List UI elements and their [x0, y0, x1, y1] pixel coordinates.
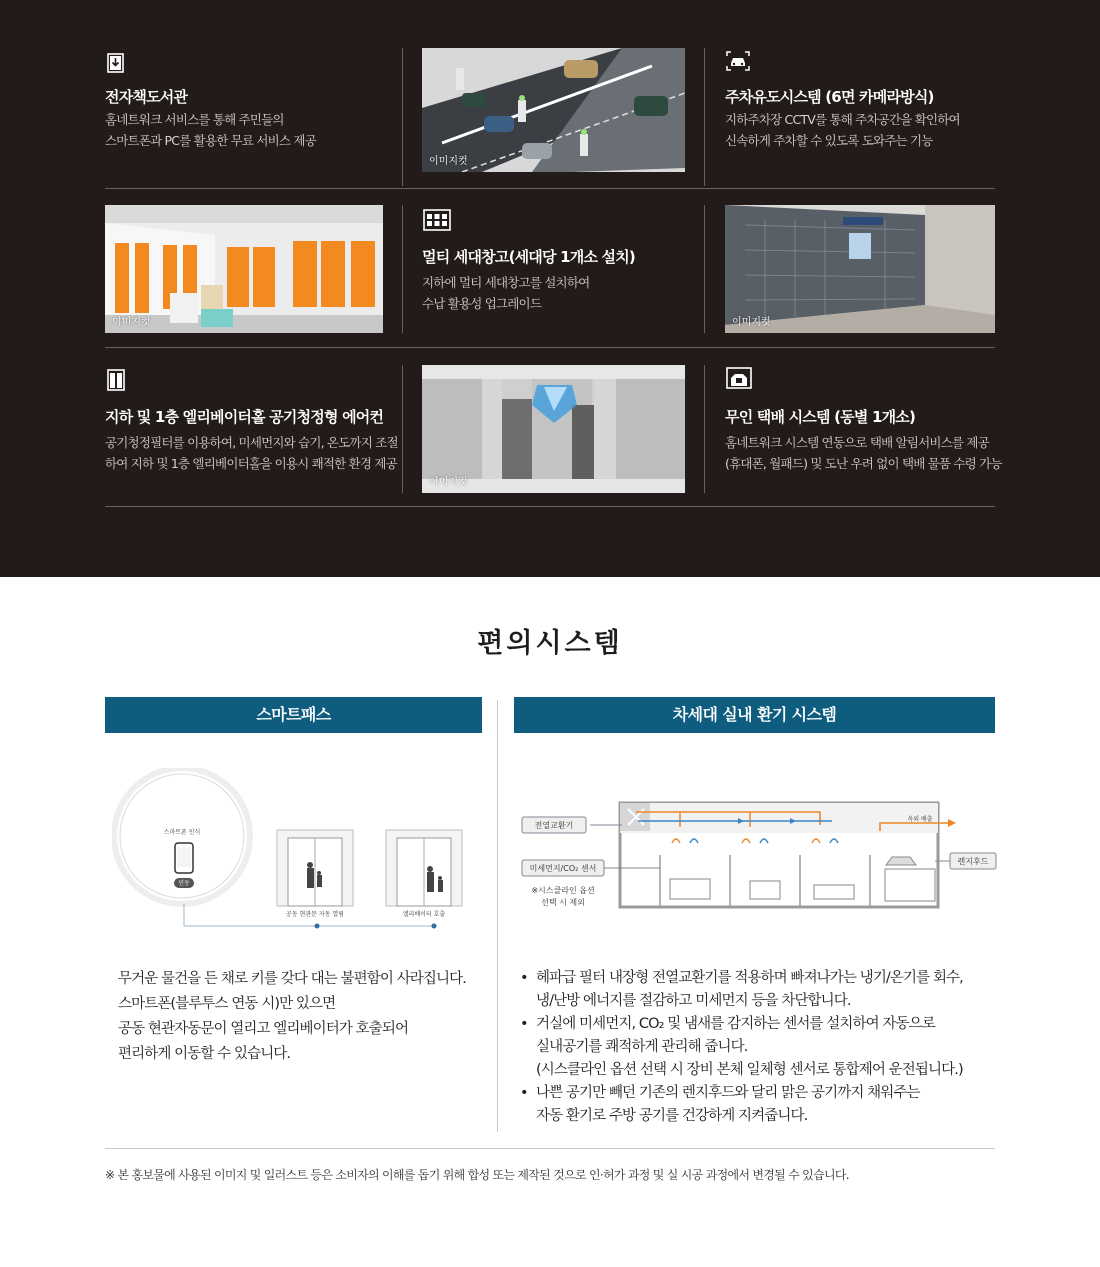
column-divider — [704, 48, 705, 186]
photo-caption: 이미지컷 — [429, 156, 468, 167]
elevator-hall-photo — [422, 365, 685, 493]
ventilation-bullets — [520, 967, 963, 1128]
row-divider — [105, 506, 995, 507]
delivery-box-icon — [725, 366, 753, 388]
note-label-2: 선택 시 제외 — [541, 898, 585, 907]
column-divider — [704, 365, 705, 493]
note-label: ※시스클라인 옵션 — [531, 886, 595, 895]
photo-caption: 이미지컷 — [112, 317, 151, 328]
link-label: 연동 — [178, 880, 190, 887]
feature-desc-parking: 지하주차장 CCTV를 통해 주차공간을 확인하여 신속하게 주차할 수 있도록 도와주는 기능 — [725, 112, 960, 148]
parking-photo — [422, 48, 685, 172]
feature-title-parking: 주차유도시스템 (6면 카메라방식) — [725, 88, 934, 106]
bullet-item: • 헤파급 필터 내장형 전열교환기를 적용하며 빠져나가는 냉기/온기를 회수, 냉/난방 에너지를 절감하고 미세먼지 등을 차단합니다. — [520, 970, 963, 1009]
storage-photo — [105, 205, 383, 333]
row-divider — [105, 347, 995, 348]
smartpass-header: 스마트패스 — [105, 697, 482, 733]
disclaimer: ※ 본 홍보물에 사용된 이미지 및 일러스트 등은 소비자의 이해를 돕기 위해 합성 또는 제작된 것으로 인·허가 과정 및 실 시공 과정에서 변경될 수 있습니다. — [105, 1168, 849, 1182]
feature-title-ebook: 전자책도서관 — [105, 88, 188, 106]
column-divider — [402, 205, 403, 333]
row-divider — [105, 188, 995, 189]
section-title: 편의시스템 — [477, 628, 623, 659]
bullet-item: • 거실에 미세먼지, CO₂ 및 냄새를 감지하는 센서를 설치하여 자동으로 실내공기를 쾌적하게 관리해 줍니다. (시스클라인 옵션 선택 시 장비 본체 일체형 센서로 통합제어 운전됩니다.) — [520, 1016, 963, 1078]
photo-caption: 이미지컷 — [732, 317, 771, 328]
feature-desc-delivery: 홈네트워크 시스템 연동으로 택배 알림서비스를 제공 (휴대폰, 월패드) 및 도난 우려 없이 택배 물품 수령 가능 — [725, 435, 1002, 471]
elevator-call-label: 엘리베이터 호출 — [402, 911, 446, 918]
parking-camera-icon — [725, 50, 747, 72]
exhaust-label: 옥외 배출 — [907, 816, 933, 823]
delivery-locker-photo — [725, 205, 995, 333]
feature-title-delivery: 무인 택배 시스템 (동별 1개소) — [725, 408, 916, 426]
column-divider — [402, 48, 403, 186]
feature-desc-aircon: 공기청정필터를 이용하여, 미세먼지와 습기, 온도까지 조절 하여 지하 및 1층 엘리베이터홀을 이용시 쾌적한 환경 제공 — [105, 435, 398, 471]
storage-icon — [422, 208, 452, 230]
footer-divider — [105, 1148, 995, 1149]
column-divider — [704, 205, 705, 333]
column-divider — [497, 700, 498, 1132]
smartpass-description: 무거운 물건을 든 채로 키를 갖다 대는 불편함이 사라집니다. 스마트폰(블루투스 연동 시)만 있으면 공동 현관자동문이 열리고 엘리베이터가 호출되어 편리하게 이동할 수 있습니다. — [118, 971, 466, 1062]
column-divider — [402, 365, 403, 493]
hrv-label: 전열교환기 — [534, 821, 574, 830]
bullet-item: • 나쁜 공기만 빼던 기존의 렌지후드와 달리 맑은 공기까지 채워주는 자동 환기로 주방 공기를 건강하게 지켜줍니다. — [520, 1085, 920, 1124]
hood-label: 렌지후드 — [957, 857, 989, 866]
feature-title-storage: 멀티 세대창고(세대당 1개소 설치) — [422, 248, 635, 266]
ventilation-header: 차세대 실내 환기 시스템 — [514, 697, 995, 733]
feature-desc-storage: 지하에 멀티 세대창고를 설치하여 수납 활용성 업그레이드 — [422, 275, 590, 311]
feature-title-aircon: 지하 및 1층 엘리베이터홀 공기청정형 에어컨 — [105, 408, 384, 426]
sensor-label: 미세먼지/CO₂ 센서 — [529, 864, 597, 873]
ebook-library-icon — [105, 52, 127, 74]
photo-caption: 이미지컷 — [429, 477, 468, 488]
elevator-icon — [105, 368, 127, 390]
ventilation-diagram — [520, 795, 1000, 920]
smartpass-diagram — [112, 768, 482, 938]
feature-desc-ebook: 홈네트워크 서비스를 통해 주민들의 스마트폰과 PC를 활용한 무료 서비스 제공 — [105, 112, 316, 148]
phone-label: 스마트폰 인식 — [163, 829, 201, 836]
door-label: 공동 현관문 자동 열림 — [286, 911, 344, 918]
